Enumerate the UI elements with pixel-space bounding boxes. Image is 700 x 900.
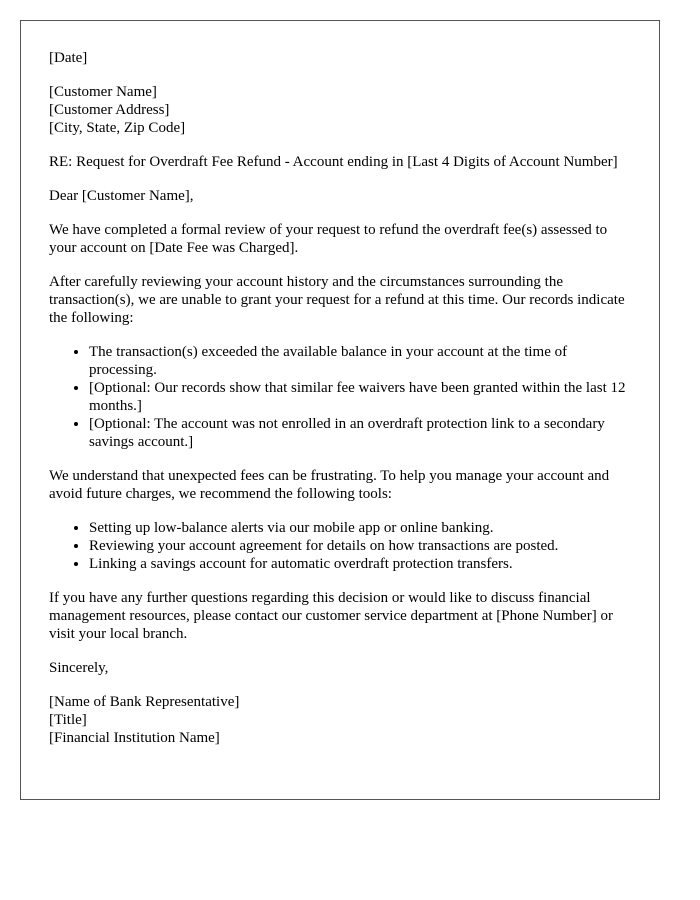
findings-list-item: • The transaction(s) exceeded the available balance in your account at the time of processing. (89, 343, 631, 379)
recipient-address: [Customer Address] (49, 102, 170, 118)
signature-block (49, 693, 631, 747)
paragraph-review: We have completed a formal review of your request to refund the overdraft fee(s) assessed to your account on [Date Fee was Charged]. (49, 222, 608, 256)
tools-list-item: • Linking a savings account for automatic overdraft protection transfers. (89, 555, 631, 573)
salutation: Dear [Customer Name], (49, 188, 194, 204)
findings-list (49, 343, 631, 451)
signature-title: [Title] (49, 712, 87, 728)
letter-page (20, 20, 660, 800)
letter-date: [Date] (49, 50, 88, 66)
recipient-block (49, 83, 631, 137)
recipient-name: [Customer Name] (49, 84, 157, 100)
signature-institution: [Financial Institution Name] (49, 730, 220, 746)
tools-list-item: • Setting up low-balance alerts via our mobile app or online banking. (89, 519, 631, 537)
paragraph-tools: We understand that unexpected fees can be frustrating. To help you manage your account and avoid future charges, we recommend the following tools: (49, 468, 610, 502)
paragraph-findings: After carefully reviewing your account history and the circumstances surrounding the transaction(s), we are unable to grant your request for a refund at this time. Our records indicate the following: (49, 274, 625, 326)
tools-list-item: • Reviewing your account agreement for details on how transactions are posted. (89, 537, 631, 555)
signature-name: [Name of Bank Representative] (49, 694, 240, 710)
paragraph-contact: If you have any further questions regarding this decision or would like to discuss financial management resources, please contact our customer service department at [Phone Number] or visit your local branch. (49, 590, 613, 642)
subject-line: RE: Request for Overdraft Fee Refund - Account ending in [Last 4 Digits of Account Number] (49, 154, 618, 170)
closing: Sincerely, (49, 660, 109, 676)
recipient-city-state-zip: [City, State, Zip Code] (49, 120, 186, 136)
findings-list-item: • [Optional: Our records show that similar fee waivers have been granted within the last 12 months.] (89, 379, 631, 415)
tools-list (49, 519, 631, 573)
findings-list-item: • [Optional: The account was not enrolled in an overdraft protection link to a secondary savings account.] (89, 415, 631, 451)
